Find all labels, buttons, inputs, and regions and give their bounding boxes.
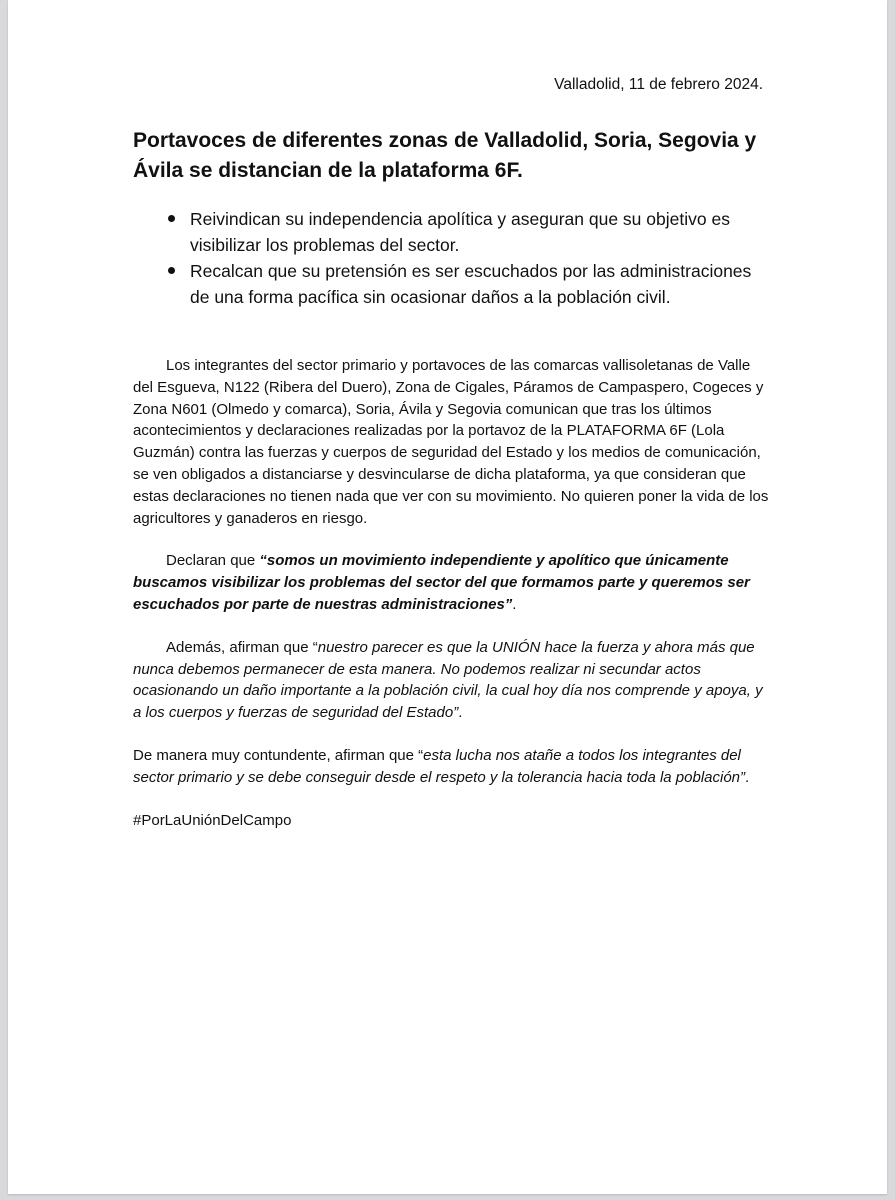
summary-bullet-text: Reivindican su independencia apolítica y aseguran que su objetivo es visibilizar los problemas del sector. [190,209,730,255]
summary-bullet [166,206,766,258]
paragraph-lead: De manera muy contundente, afirman que “ [133,746,424,764]
paragraph-end: . [458,704,463,722]
document-page [8,0,887,1194]
bullet-dot-icon [168,215,175,222]
document-body [133,355,773,852]
paragraph-lead: Declaran que [166,552,260,570]
quote-text: nuestro parecer es que la UNIÓN hace la fuerza y ahora más que nunca debemos permanecer de esta manera. No podemos realizar ni secundar actos ocasionando un daño importante a la población civil, la cual hoy día nos comprende y apoya, y a los cuerpos y fuerzas de seguridad del Estado” [133,638,763,722]
paragraph-lead: Además, afirman que “ [166,638,318,656]
quote-text: “somos un movimiento independiente y apolítico que únicamente buscamos visibilizar los problemas del sector del que formamos parte y queremos ser escuchados por parte de nuestras administraciones” [133,552,750,613]
summary-bullet-list [166,206,766,310]
body-paragraph-quote [133,745,773,789]
hashtag: #PorLaUniónDelCampo [133,811,292,829]
summary-bullet-text: Recalcan que su pretensión es ser escuchados por las administraciones de una forma pacífica sin ocasionar daños a la población civil. [190,261,752,307]
bullet-dot-icon [168,267,175,274]
quote-text: esta lucha nos atañe a todos los integrantes del sector primario y se debe conseguir desde el respeto y la tolerancia hacia toda la población” [133,746,746,786]
paragraph-end: . [745,768,750,786]
body-paragraph: Los integrantes del sector primario y portavoces de las comarcas vallisoletanas de Valle del Esgueva, N122 (Ribera del Duero), Zona de Cigales, Páramos de Campaspero, Cogeces y Zona N601 (Olmedo y comarca), Soria, Ávila y Segovia comunican que tras los últimos acontecimientos y declaraciones realizadas por la portavoz de la PLATAFORMA 6F (Lola Guzmán) contra las fuerzas y cuerpos de seguridad del Estado y los medios de comunicación, se ven obligados a distanciarse y desvincularse de dicha plataforma, ya que consideran que estas declaraciones no tienen nada que ver con su movimiento. No quieren poner la vida de los agricultores y ganaderos en riesgo. [133,357,769,527]
body-paragraph-quote [133,550,773,615]
summary-bullet [166,258,766,310]
document-date: Valladolid, 11 de febrero 2024. [554,76,763,93]
document-title: Portavoces de diferentes zonas de Valladolid, Soria, Segovia y Ávila se distancian de la plataforma 6F. [133,129,757,182]
paragraph-end: . [512,595,517,613]
body-paragraph-quote [133,637,773,724]
